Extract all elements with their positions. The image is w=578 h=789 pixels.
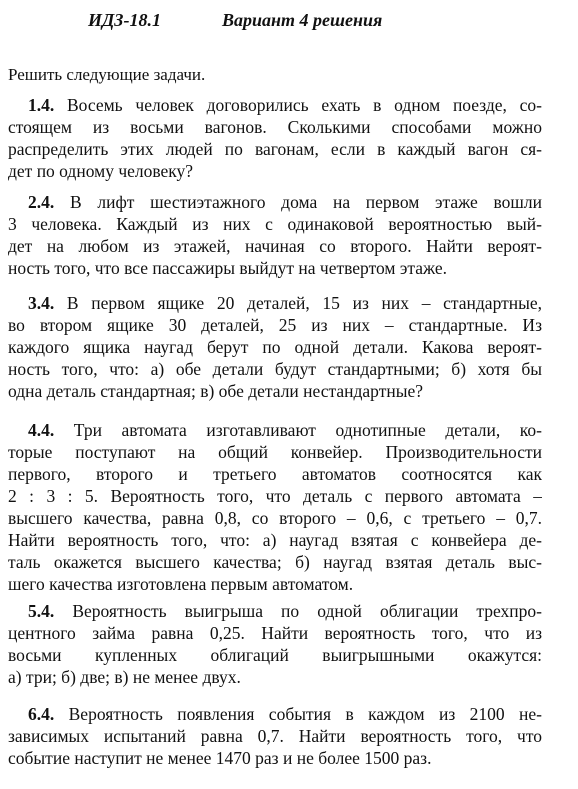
problem-line: 1.4. Восемь человек договорились ехать в одном поезде, со- <box>28 95 542 115</box>
problem-line: 2.4. В лифт шестиэтажного дома на первом этаже вошли <box>28 192 542 212</box>
problem-line: ность того, что: а) обе детали будут стандартными; б) хотя бы <box>8 359 542 379</box>
problem-line: 2 : 3 : 5. Вероятность того, что деталь с первого автомата – <box>8 486 542 506</box>
problem-number: 3.4. <box>28 293 55 313</box>
problem-line: 5.4. Вероятность выигрыша по одной облигации трехпро- <box>28 601 542 621</box>
problem-number: 4.4. <box>28 420 55 440</box>
assignment-code: ИДЗ-18.1 <box>88 10 161 30</box>
problem-line: событие наступит не менее 1470 раз и не более 1500 раз. <box>8 748 432 768</box>
problem-number: 2.4. <box>28 192 55 212</box>
variant-title: Вариант 4 решения <box>222 10 383 30</box>
problem-5 <box>8 600 542 688</box>
problem-line: стоящем из восьми вагонов. Сколькими способами можно <box>8 117 542 137</box>
problem-line: таль окажется высшего качества; б) наугад взятая деталь выс- <box>8 552 542 572</box>
problem-line: ность того, что все пассажиры выйдут на четвертом этаже. <box>8 258 448 278</box>
problem-line: 6.4. Вероятность появления события в каждом из 2100 не- <box>28 704 542 724</box>
problem-line: дет на любом из этажей, начиная со второго. Найти вероят- <box>8 236 542 256</box>
problem-3 <box>8 292 542 402</box>
document-header <box>0 10 578 34</box>
problem-line: а) три; б) две; в) не менее двух. <box>8 667 241 687</box>
problem-number: 5.4. <box>28 601 55 621</box>
problem-1 <box>8 94 542 182</box>
problem-line: Найти вероятность того, что: а) наугад взятая с конвейера де- <box>8 530 542 550</box>
problem-line: шего качества изготовлена первым автоматом. <box>8 574 354 594</box>
intro-text: Решить следующие задачи. <box>8 65 206 84</box>
problem-line: одна деталь стандартная; в) обе детали нестандартные? <box>8 381 424 401</box>
problem-line: центного займа равна 0,25. Найти вероятность того, что из <box>8 623 542 643</box>
problem-line: зависимых испытаний равна 0,7. Найти вероятность того, что <box>8 726 542 746</box>
problem-line: восьми купленных облигаций выигрышными окажутся: <box>8 645 542 665</box>
problem-number: 1.4. <box>28 95 55 115</box>
problem-line: 3 человека. Каждый из них с одинаковой вероятностью вый- <box>8 214 542 234</box>
problem-line: торые поступают на общий конвейер. Производительности <box>8 442 542 462</box>
problem-line: 3.4. В первом ящике 20 деталей, 15 из них – стандартные, <box>28 293 542 313</box>
problem-6 <box>8 703 542 769</box>
problem-number: 6.4. <box>28 704 55 724</box>
problem-line: высшего качества, равна 0,8, со второго – 0,6, с третьего – 0,7. <box>8 508 542 528</box>
problem-line: распределить этих людей по вагонам, если в каждый вагон ся- <box>8 139 542 159</box>
problem-line: 4.4. Три автомата изготавливают однотипные детали, ко- <box>28 420 542 440</box>
problem-4 <box>8 419 542 595</box>
problem-line: первого, второго и третьего автоматов соотносятся как <box>8 464 542 484</box>
problem-2 <box>8 191 542 279</box>
problem-line: каждого ящика наугад берут по одной детали. Какова вероят- <box>8 337 542 357</box>
problem-line: дет по одному человеку? <box>8 161 194 181</box>
problem-line: во втором ящике 30 деталей, 25 из них – стандартные. Из <box>8 315 542 335</box>
